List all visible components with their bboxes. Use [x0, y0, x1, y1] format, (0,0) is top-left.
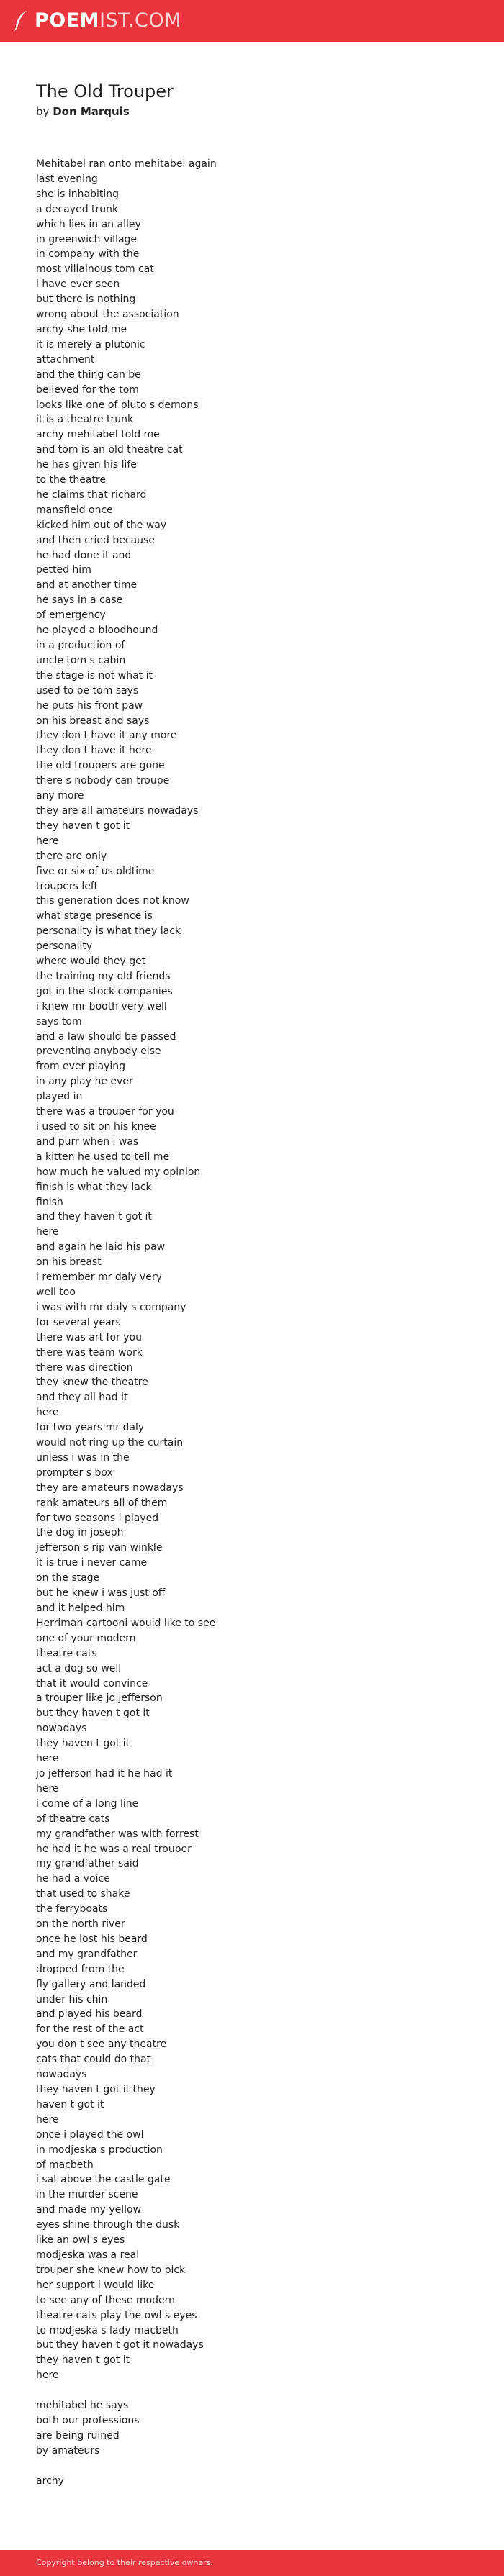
byline-prefix: by: [36, 105, 50, 118]
quill-pen-icon: [13, 10, 29, 32]
poem-body: Mehitabel ran onto mehitabel again last evening she is inhabiting a decayed trunk which lies in an alley in greenwich village in company with the most villainous tom cat i have ever seen but there is nothing wrong about the association archy she told me it is merely a plutonic attachment and the thing can be believed for the tom looks like one of pluto s demons it is a theatre trunk archy mehitabel told me and tom is an old theatre cat he has given his life to the theatre he claims that richard mansfield once kicked him out of the way and then cried because he had done it and petted him and at another time he says in a case of emergency he played a bloodhound in a production of uncle tom s cabin the stage is not what it used to be tom says he puts his front paw on his breast and says they don t have it any more they don t have it here the old troupers are gone there s nobody can troupe any more they are all amateurs nowadays they haven t got it here there are only five or six of us oldtime troupers left this generation does not know what stage presence is personality is what they lack personality where would they get the training my old friends got in the stock companies i knew mr booth very well says tom and a law should be passed preventing anybody else from ever playing in any play he ever played in there was a trouper for you i used to sit on his knee and purr when i was a kitten he used to tell me how much he valued my opinion finish is what they lack finish and they haven t got it here and again he laid his paw on his breast i remember mr daly very well too i was with mr daly s company for several years there was art for you there was team work there was direction they knew the theatre and they all had it here for two years mr daly would not ring up the curtain unless i was in the prompter s box they are amateurs nowadays rank amateurs all of them for two seasons i played the dog in joseph jefferson s rip van winkle it is true i never came on the stage but he knew i was just off and it helped him Herriman cartooni would like to see one of your modern theatre cats act a dog so well that it would convince a trouper like jo jefferson but they haven t got it nowadays they haven t got it here jo jefferson had it he had it here i come of a long line of theatre cats my grandfather was with forrest he had it he was a real trouper my grandfather said he had a voice that used to shake the ferryboats on the north river once he lost his beard and my grandfather dropped from the fly gallery and landed under his chin and played his beard for the rest of the act you don t see any theatre cats that could do that nowadays they haven t got it they haven t got it here once i played the owl in modjeska s production of macbeth i sat above the castle gate in the murder scene and made my yellow eyes shine through the dusk like an owl s eyes modjeska was a real trouper she knew how to pick her support i would like to see any of these modern theatre cats play the owl s eyes to modjeska s lady macbeth but they haven t got it nowadays they haven t got it here mehitabel he says both our professions are being ruined by amateurs archy: [36, 158, 217, 2487]
footer-copyright: Copyright belong to their respective owners.: [36, 2558, 213, 2567]
author-link[interactable]: Don Marquis: [53, 105, 130, 118]
poem-title: The Old Trouper: [36, 81, 174, 101]
logo-brand-light: IST.COM: [99, 9, 181, 32]
poem-byline: [36, 104, 468, 119]
site-footer: [0, 2550, 504, 2576]
site-logo-link[interactable]: [13, 10, 181, 32]
site-logo-text: [35, 10, 181, 32]
site-header: [0, 0, 504, 42]
poem-header: [36, 81, 468, 119]
logo-brand-bold: POEM: [35, 9, 100, 32]
